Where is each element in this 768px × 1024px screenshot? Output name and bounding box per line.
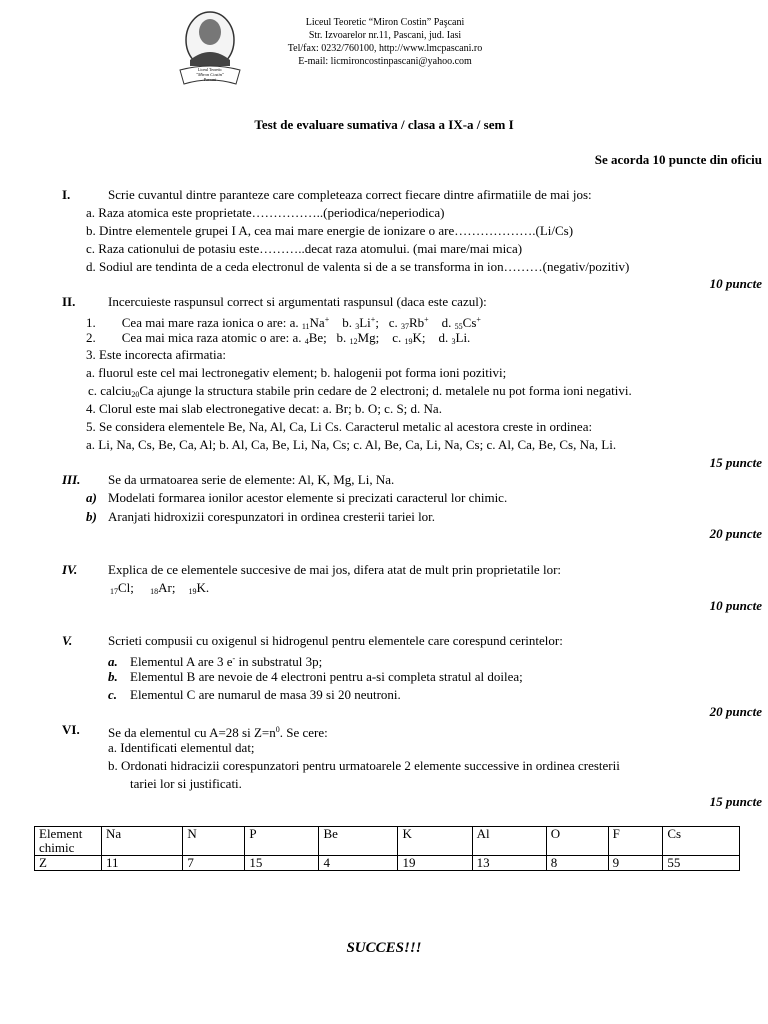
q6-text-start: Se da elementul cu A=28 si Z=n [108, 725, 276, 740]
table-cell: Be [319, 827, 398, 856]
table-cell: Al [472, 827, 546, 856]
logo-caption-2: "Miron Costin" [196, 72, 224, 77]
table-cell: Na [102, 827, 183, 856]
q2-item-3: 3. Este incorecta afirmatia: [86, 347, 227, 362]
atomic-number: 18 [150, 587, 159, 596]
q6-text-end: . Se cere: [279, 725, 328, 740]
item-label: a. [108, 654, 118, 669]
table-cell: 11 [102, 856, 183, 871]
q2-item-4: 4. Clorul este mai slab electronegative decat: a. Br; b. O; c. S; d. Na. [86, 401, 442, 416]
q2-item-5: 5. Se considera elementele Be, Na, Al, Ca, Li Cs. Caracterul metalic al acestora creste in ordinea: [86, 419, 593, 434]
q4-text: Explica de ce elementele succesive de mai jos, difera atat de mult prin proprietatile lor: [108, 562, 562, 577]
oficiu-note: Se acorda 10 puncte din oficiu [594, 152, 762, 167]
table-cell: N [183, 827, 245, 856]
item-text: Aranjati hidroxizii corespunzatori in ordinea cresterii tariei lor. [108, 509, 436, 524]
table-cell: F [608, 827, 663, 856]
table-cell: K [398, 827, 472, 856]
q6-item-b-cont: tariei lor si justificati. [130, 776, 242, 791]
q6-superscript: 0 [275, 725, 280, 734]
q3-text: Se da urmatoarea serie de elemente: Al, K, Mg, Li, Na. [108, 472, 395, 487]
option-label: b. [342, 315, 352, 330]
item-text: Elementul B are nevoie de 4 electroni pentru a-si completa stratul al doilea; [130, 669, 523, 684]
option-label: d. [441, 315, 452, 330]
element-symbol: Mg; [357, 330, 380, 345]
header-line-1: Element [39, 826, 83, 841]
q3-item-b [86, 509, 435, 525]
q1-item-c: c. Raza cationului de potasiu este………..decat raza atomului. (mai mare/mai mica) [86, 241, 523, 256]
table-cell: O [546, 827, 608, 856]
item-label: a) [86, 490, 97, 505]
school-phone: Tel/fax: 0232/760100, http://www.lmcpascani.ro [287, 43, 483, 54]
q3-points: 20 puncte [709, 526, 762, 541]
q6-number: VI. [62, 722, 80, 737]
q2-number: II. [62, 294, 76, 309]
atomic-number: 19 [188, 587, 197, 596]
option-label: c. [388, 315, 398, 330]
atomic-number: 19 [404, 337, 413, 346]
table-cell: 7 [183, 856, 245, 871]
q2-points: 15 puncte [709, 455, 762, 470]
atomic-number: 12 [349, 337, 358, 346]
q2-item-5-options: a. Li, Na, Cs, Be, Ca, Al; b. Al, Ca, Be, Li, Na, Cs; c. Al, Be, Ca, Li, Na, Cs; c. Al, Ca, Be, Cs, Na, Li. [86, 437, 617, 452]
ion-charge: + [324, 315, 330, 324]
q1-item-b: b. Dintre elementele grupei I A, cea mai mare energie de ionizare o are……………….(Li/Cs) [86, 223, 574, 238]
element-table [34, 826, 740, 871]
table-cell: 55 [663, 856, 740, 871]
table-cell: Cs [663, 827, 740, 856]
q6-text [108, 722, 328, 741]
atomic-number: 37 [400, 322, 409, 331]
option-label: d. [438, 330, 449, 345]
separator: ; [375, 315, 379, 330]
option-label: c. [392, 330, 402, 345]
q1-points: 10 puncte [709, 276, 762, 291]
atomic-number: 17 [110, 587, 118, 596]
atomic-number: 3 [355, 322, 360, 331]
q4-elements [110, 580, 209, 600]
electron-charge: - [232, 654, 236, 663]
atomic-number: 55 [454, 322, 463, 331]
table-header-element [35, 827, 102, 856]
q1-item-d: d. Sodiul are tendinta de a ceda electronul de valenta si de a se transforma in ion………(negativ/pozitiv) [86, 259, 630, 274]
q2-item-3-cd [88, 383, 632, 403]
element-symbol: K. [196, 580, 210, 595]
q2-item-3-ab: a. fluorul este cel mai lectronegativ element; b. halogenii pot forma ioni pozitivi; [86, 365, 507, 380]
option-label: b. [336, 330, 347, 345]
element-symbol: Cs [462, 315, 477, 330]
option-c-text: Ca ajunge la structura stabile prin cedare de 2 electroni; d. metalele nu pot forma ioni negativi. [139, 383, 632, 398]
element-symbol: Li [359, 315, 371, 330]
element-symbol: K; [412, 330, 426, 345]
atomic-number: 20 [131, 390, 140, 399]
school-header [230, 16, 540, 68]
table-cell: 19 [398, 856, 472, 871]
q6-item-b: b. Ordonati hidracizii corespunzatori pentru urmatoarele 2 elemente successive in ordinea cresterii [108, 758, 620, 773]
table-cell: 15 [245, 856, 319, 871]
school-email: E-mail: licmironcostinpascani@yahoo.com [298, 56, 472, 67]
element-symbol: Ar; [158, 580, 176, 595]
q4-number: IV. [62, 562, 78, 577]
atomic-number: 4 [304, 337, 309, 346]
q1-text: Scrie cuvantul dintre paranteze care completeaza correct fiecare dintre afirmatiile de mai jos: [108, 187, 592, 202]
item-text: Elementul A are 3 e [130, 654, 233, 669]
q2-text: Incercuieste raspunsul correct si argumentati raspunsul (daca este cazul): [108, 294, 487, 309]
atomic-number: 11 [301, 322, 310, 331]
item-text: Modelati formarea ionilor acestor elemente si precizati caracterul lor chimic. [108, 490, 508, 505]
school-name: Liceul Teoretic “Miron Costin” Paşcani [305, 17, 465, 28]
q5-number: V. [62, 633, 73, 648]
ion-charge: + [424, 315, 429, 324]
logo-caption-3: Pascani [203, 77, 217, 82]
ion-charge: + [370, 315, 376, 324]
q5-text: Scrieti compusii cu oxigenul si hidrogenul pentru elementele care corespund cerintelor: [108, 633, 563, 648]
q5-item-c [108, 687, 401, 703]
header-line-2: chimic [39, 840, 75, 855]
q3-number: III. [62, 472, 81, 487]
atomic-number: 3 [451, 337, 456, 346]
q1-number: I. [62, 187, 71, 202]
logo-caption-1: Liceul Teoretic [197, 67, 223, 72]
element-symbol: Cl; [118, 580, 134, 595]
table-cell: 8 [546, 856, 608, 871]
option-c-prefix: c. calciu [88, 383, 132, 398]
q5-points: 20 puncte [709, 704, 762, 719]
q5-item-a [108, 651, 322, 670]
table-cell: 4 [319, 856, 398, 871]
footer-succes: SUCCES!!! [346, 940, 422, 956]
q6-item-a: a. Identificati elementul dat; [108, 740, 255, 755]
ion-charge: + [476, 315, 481, 324]
table-cell: 9 [608, 856, 663, 871]
q2-item1-text: Cea mai mare raza ionica o are: a. [121, 315, 299, 330]
table-cell: P [245, 827, 319, 856]
item-label: c. [108, 687, 118, 702]
q3-item-a [86, 490, 507, 506]
q2-item1-number: 1. [86, 315, 96, 330]
q5-item-b [108, 669, 523, 685]
q4-points: 10 puncte [709, 598, 762, 613]
item-label: b) [86, 509, 97, 524]
item-label: b. [108, 669, 118, 684]
school-address: Str. Izvoarelor nr.11, Pascani, jud. Iasi [308, 30, 462, 41]
element-symbol: Rb [408, 315, 425, 330]
element-symbol: Li. [455, 330, 471, 345]
table-header-z: Z [35, 856, 102, 871]
table-row-z [35, 856, 740, 871]
element-symbol: Na [309, 315, 325, 330]
q6-points: 15 puncte [709, 794, 762, 809]
element-symbol: Be; [308, 330, 327, 345]
item-text-end: in substratul 3p; [235, 654, 323, 669]
q2-item2-text: Cea mai mica raza atomic o are: a. [121, 330, 302, 345]
table-row-elements [35, 827, 740, 856]
q1-item-a: a. Raza atomica este proprietate……………..(periodica/neperiodica) [86, 205, 445, 220]
test-title: Test de evaluare sumativa / clasa a IX-a / sem I [254, 117, 514, 132]
q2-item2-number: 2. [86, 330, 96, 345]
table-cell: 13 [472, 856, 546, 871]
item-text: Elementul C are numarul de masa 39 si 20 neutroni. [130, 687, 401, 702]
